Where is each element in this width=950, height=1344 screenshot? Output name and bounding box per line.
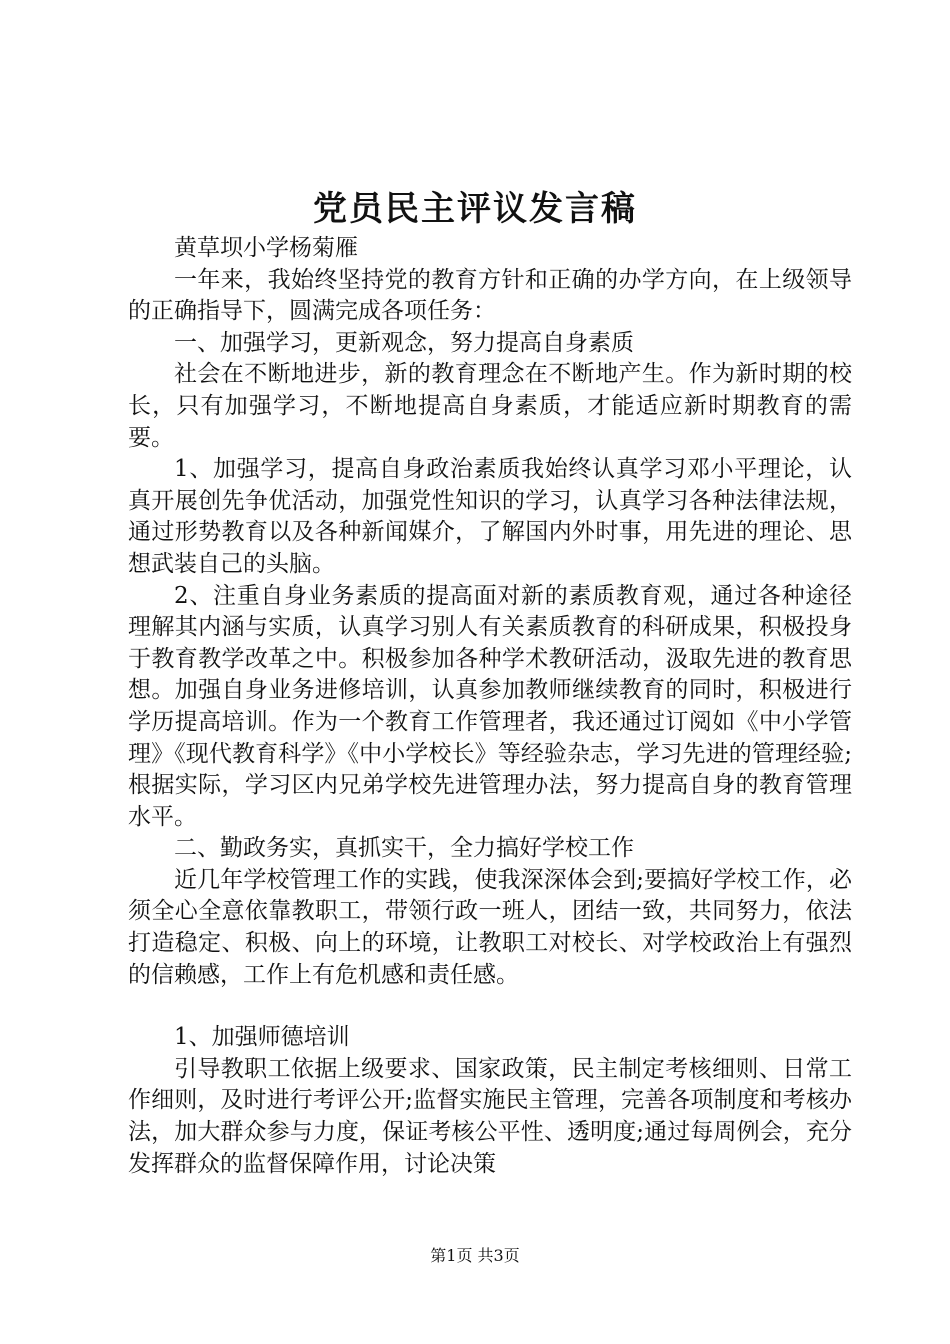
subsection-heading: 1、加强师德培训 [174,1024,350,1051]
document-title: 党员民主评议发言稿 [313,189,637,229]
document-body [128,233,852,1180]
body-paragraph: 近几年学校管理工作的实践，使我深深体会到;要搞好学校工作，必须全心全意依靠教职工，带领行政一班人，团结一致，共同努力，依法打造稳定、积极、向上的环境，让教职工对校长、对学校政治上有强烈的信赖感，工作上有危机感和责任感。 [128,866,852,988]
section-heading-2: 二、勤政务实，真抓实干，全力搞好学校工作 [174,835,634,862]
body-paragraph: 2、注重自身业务素质的提高面对新的素质教育观，通过各种途径理解其内涵与实质，认真学习别人有关素质教育的科研成果，积极投身于教育教学改革之中。积极参加各种学术教研活动，汲取先进的教育思想。加强自身业务进修培训，认真参加教师继续教育的同时，积极进行学历提高培训。作为一个教育工作管理者，我还通过订阅如《中小学管理》《现代教育科学》《中小学校长》等经验杂志，学习先进的管理经验;根据实际，学习区内兄弟学校先进管理办法，努力提高自身的教育管理水平。 [128,582,852,830]
intro-paragraph: 一年来，我始终坚持党的教育方针和正确的办学方向，在上级领导的正确指导下，圆满完成各项任务： [128,266,852,325]
author-line: 黄草坝小学杨菊雁 [174,235,358,261]
page-footer: 第1页 共3页 [430,1246,520,1265]
body-paragraph: 社会在不断地进步，新的教育理念在不断地产生。作为新时期的校长，只有加强学习，不断地提高自身素质，才能适应新时期教育的需要。 [128,361,852,451]
body-paragraph: 引导教职工依据上级要求、国家政策，民主制定考核细则、日常工作细则，及时进行考评公开;监督实施民主管理，完善各项制度和考核办法，加大群众参与力度，保证考核公平性、透明度;通过每周例会，充分发挥群众的监督保障作用，讨论决策 [128,1055,852,1177]
section-heading-1: 一、加强学习，更新观念，努力提高自身素质 [174,329,634,356]
body-paragraph: 1、加强学习，提高自身政治素质我始终认真学习邓小平理论，认真开展创先争优活动，加强党性知识的学习，认真学习各种法律法规，通过形势教育以及各种新闻媒介，了解国内外时事，用先进的理论、思想武装自己的头脑。 [128,456,852,577]
